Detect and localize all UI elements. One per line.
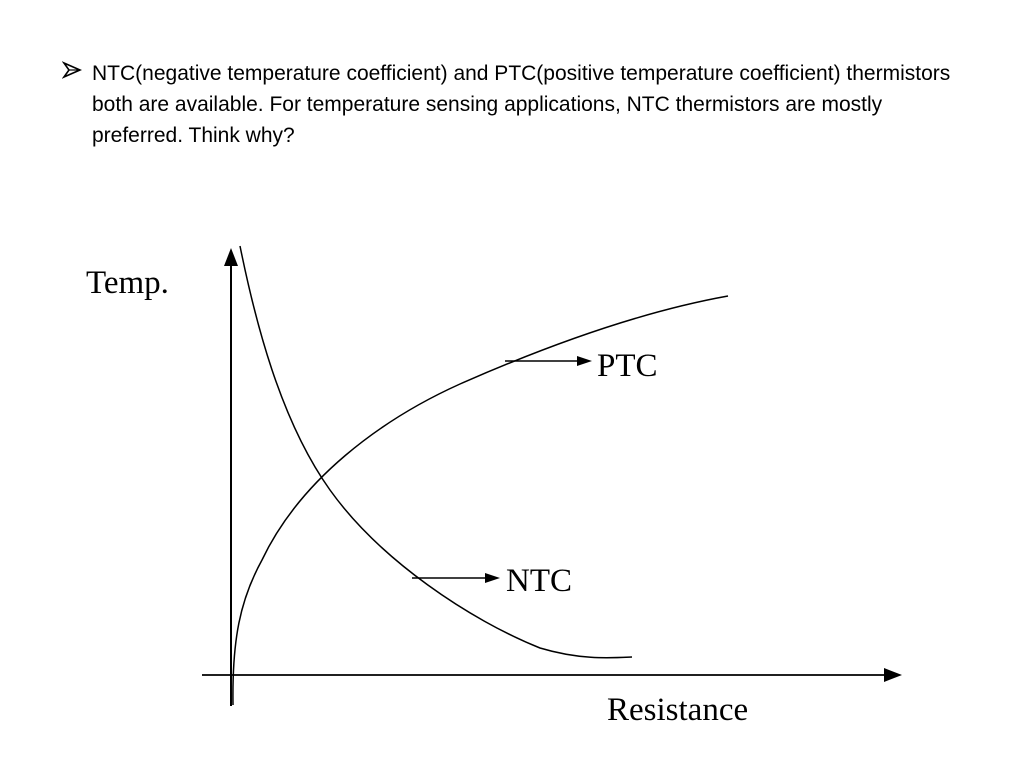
ptc-label: PTC bbox=[597, 348, 658, 384]
ntc-curve bbox=[240, 246, 632, 658]
bullet-item bbox=[62, 58, 962, 151]
ptc-pointer-arrow-icon bbox=[577, 356, 592, 366]
ntc-pointer-arrow-icon bbox=[485, 573, 500, 583]
ntc-label: NTC bbox=[506, 563, 572, 599]
thermistor-diagram bbox=[0, 230, 1024, 760]
arrowhead-bullet-icon bbox=[62, 58, 92, 85]
x-axis-arrow-icon bbox=[884, 668, 902, 682]
y-axis-label: Temp. bbox=[86, 265, 169, 301]
y-axis-arrow-icon bbox=[224, 248, 238, 266]
bullet-text: NTC(negative temperature coefficient) and PTC(positive temperature coefficient) thermistors both are available. For temperature sensing applications, NTC thermistors are mostly preferred. Think why? bbox=[92, 62, 951, 147]
x-axis-label: Resistance bbox=[607, 692, 749, 728]
